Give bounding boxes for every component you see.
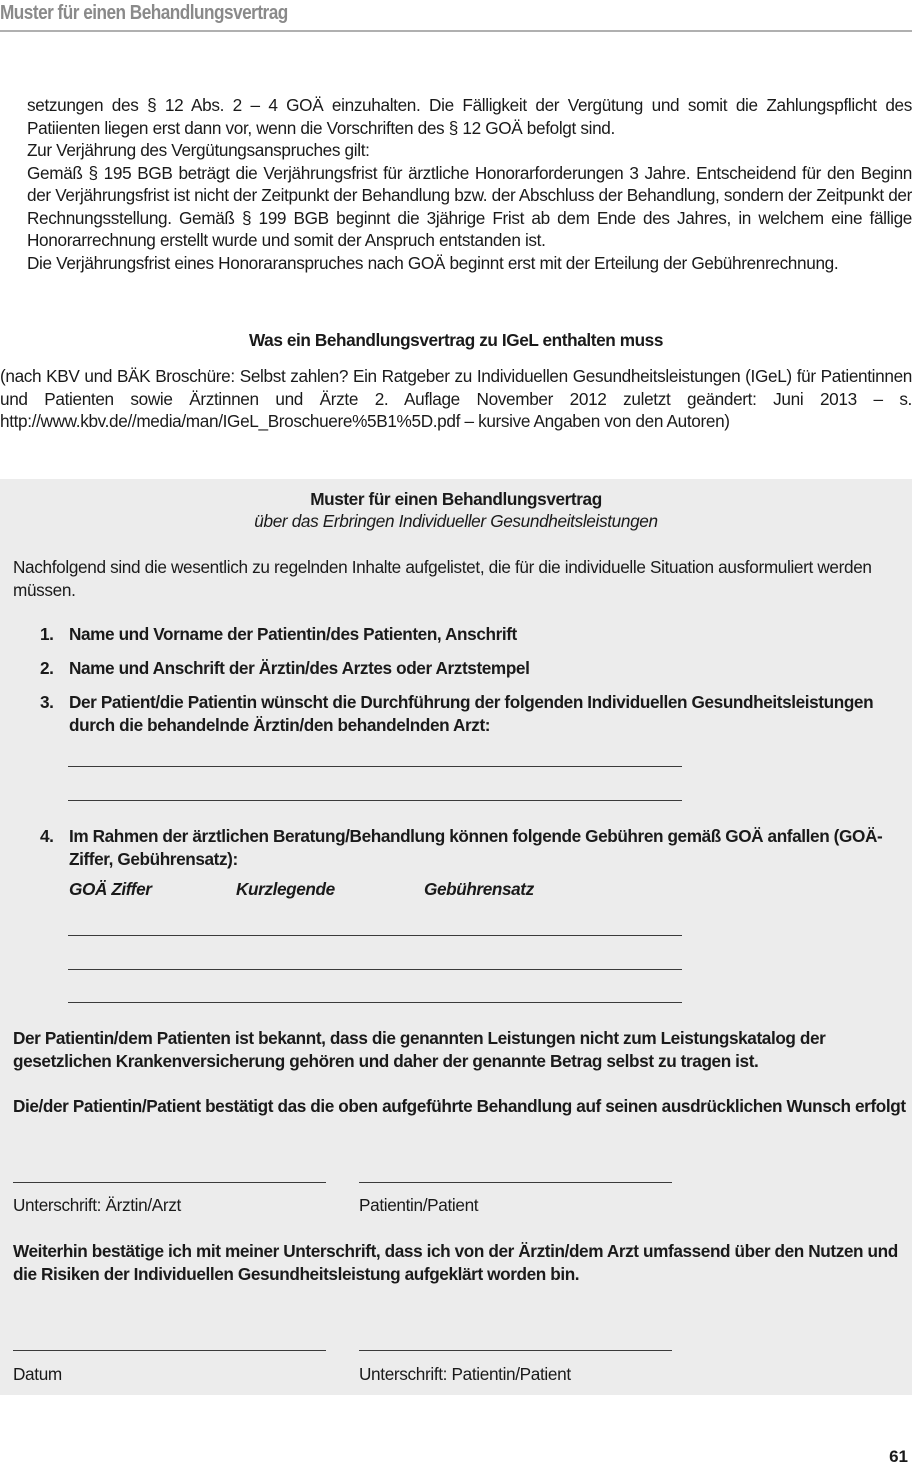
item-number: 4. (40, 826, 54, 846)
notice-informed-consent: Weiterhin bestätige ich mit meiner Unterschrift, dass ich von der Ärztin/dem Arzt umfassend über den Nutzen und die Risiken der Individuellen Gesundheitsleistung aufgeklärt worden bin. (13, 1241, 898, 1284)
form-intro: Nachfolgend sind die wesentlich zu regelnden Inhalte aufgelistet, die für die individuelle Situation ausformuliert werden müssen. (13, 557, 872, 600)
column-gebuehrensatz: Gebührensatz (424, 879, 534, 899)
item-text: Name und Anschrift der Ärztin/des Arztes oder Arztstempel (69, 658, 530, 678)
item-number: 3. (40, 692, 54, 712)
page-number: 61 (889, 1447, 908, 1466)
date-line[interactable] (13, 1350, 326, 1351)
running-head: Muster für einen Behandlungsvertrag (0, 2, 288, 24)
body-paragraph: Die Verjährungsfrist eines Honoraranspruches nach GOÄ beginnt erst mit der Erteilung der Gebührenrechnung. (27, 252, 839, 273)
fill-in-line[interactable] (68, 800, 682, 801)
signature-label-doctor: Unterschrift: Ärztin/Arzt (13, 1195, 181, 1215)
notice-statutory-insurance: Der Patientin/dem Patienten ist bekannt, dass die genannten Leistungen nicht zum Leistungskatalog der gesetzlichen Krankenversicherung gehören und daher der genannte Betrag selbst zu tragen ist. (13, 1028, 826, 1071)
item-text: Der Patient/die Patientin wünscht die Durchführung der folgenden Individuellen Gesundheitsleistungen durch die behandelnde Ärztin/den behandelnden Arzt: (69, 692, 874, 735)
fee-fill-line[interactable] (68, 1002, 682, 1003)
body-paragraph: Gemäß § 195 BGB beträgt die Verjährungsfrist für ärztliche Honorarforderungen 3 Jahre. Entscheidend für den Beginn der Verjährungsfrist ist nicht der Zeitpunkt der Behandlung bzw. der Abschluss der Behandlung, sondern der Zeitpunkt der Rechnungsstellung. Gemäß § 199 BGB beginnt die 3jährige Frist ab dem Ende des Jahres, in welchem eine fällige Honorarrechnung erstellt wurde und somit der Anspruch entstanden ist. (27, 162, 912, 250)
signature-label-patient-2: Unterschrift: Patientin/Patient (359, 1364, 571, 1384)
contract-form-box (0, 479, 912, 1395)
notice-patient-request: Die/der Patientin/Patient bestätigt das die oben aufgeführte Behandlung auf seinen ausdrücklichen Wunsch erfolgt (13, 1096, 906, 1116)
signature-label-patient: Patientin/Patient (359, 1195, 479, 1215)
form-title: Muster für einen Behandlungsvertrag (310, 489, 602, 509)
fee-fill-line[interactable] (68, 935, 682, 936)
source-note: (nach KBV und BÄK Broschüre: Selbst zahlen? Ein Ratgeber zu Individuellen Gesundheitsleistungen (IGeL) für Patientinnen und Patienten sowie Ärztinnen und Ärzte 2. Auflage November 2012 zuletzt geändert: Juni 2013 – s. http://www.kbv.de//media/man/IGeL_Broschuere%5B1%5D.pdf – kursive Angaben von den Autoren) (0, 366, 912, 431)
header-rule (0, 30, 912, 32)
date-label: Datum (13, 1364, 62, 1384)
item-number: 1. (40, 624, 54, 644)
signature-line-doctor[interactable] (13, 1182, 326, 1183)
column-kurzlegende: Kurzlegende (236, 879, 335, 899)
body-text (27, 94, 912, 274)
body-paragraph: Zur Verjährung des Vergütungsanspruches gilt: (27, 140, 370, 160)
item-text: Name und Vorname der Patientin/des Patienten, Anschrift (69, 624, 517, 644)
item-text: Im Rahmen der ärztlichen Beratung/Behandlung können folgende Gebühren gemäß GOÄ anfallen (GOÄ-Ziffer, Gebührensatz): (69, 826, 883, 869)
form-subtitle: über das Erbringen Individueller Gesundheitsleistungen (254, 511, 658, 531)
section-heading: Was ein Behandlungsvertrag zu IGeL enthalten muss (249, 330, 663, 350)
column-goae-ziffer: GOÄ Ziffer (69, 879, 152, 899)
fill-in-line[interactable] (68, 766, 682, 767)
item-number: 2. (40, 658, 54, 678)
fee-fill-line[interactable] (68, 969, 682, 970)
signature-line-patient-2[interactable] (359, 1350, 672, 1351)
body-paragraph: setzungen des § 12 Abs. 2 – 4 GOÄ einzuhalten. Die Fälligkeit der Vergütung und somit die Zahlungspflicht des Patiienten liegen erst dann vor, wenn die Vorschriften des § 12 GOÄ befolgt sind. (27, 95, 912, 138)
signature-line-patient[interactable] (359, 1182, 672, 1183)
